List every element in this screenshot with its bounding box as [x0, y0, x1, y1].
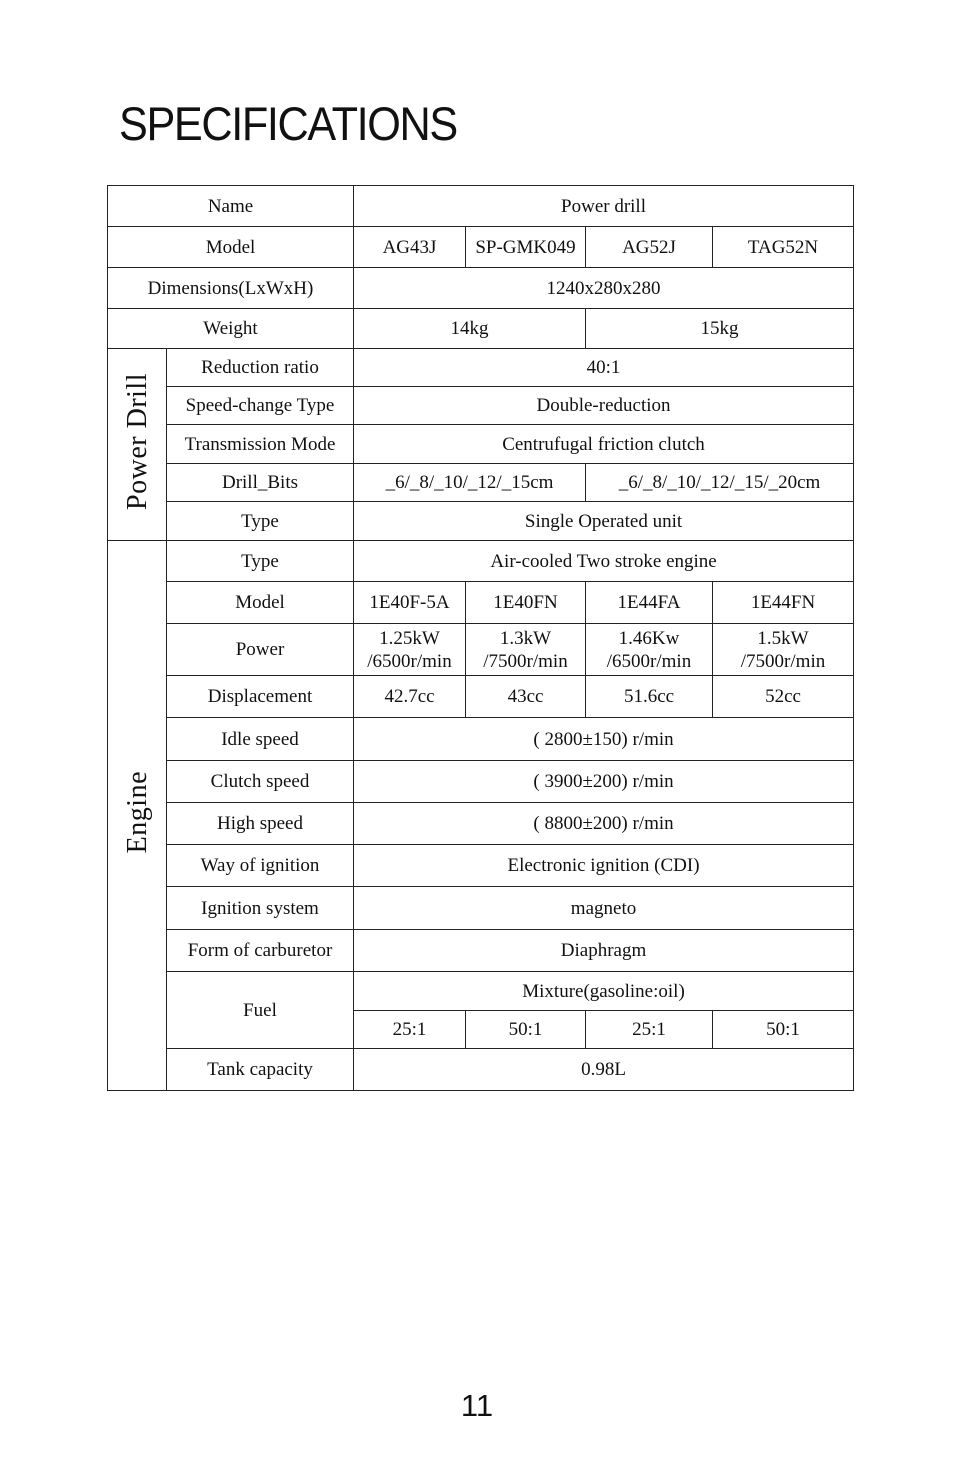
- row-label: Clutch speed: [167, 761, 354, 803]
- row-label: Speed-change Type: [167, 387, 354, 425]
- power-drill-group-cell: [108, 349, 167, 541]
- cell-value: 25:1: [354, 1011, 466, 1049]
- cell-value: [466, 624, 586, 676]
- row-label: Tank capacity: [167, 1049, 354, 1091]
- page-number: 11: [460, 1388, 494, 1423]
- engine-group-cell: [108, 541, 167, 1091]
- cell-value: _6/_8/_10/_12/_15/_20cm: [586, 464, 854, 502]
- row-label: Weight: [108, 309, 354, 349]
- cell-value: 1240x280x280: [354, 268, 854, 309]
- row-label: Type: [167, 502, 354, 541]
- cell-value: ( 2800±150) r/min: [354, 718, 854, 761]
- table-row: [108, 425, 854, 464]
- table-row: [108, 1049, 854, 1091]
- cell-value: 14kg: [354, 309, 586, 349]
- row-label: Dimensions(LxWxH): [108, 268, 354, 309]
- row-label: Idle speed: [167, 718, 354, 761]
- table-row: [108, 387, 854, 425]
- row-label: Type: [167, 541, 354, 582]
- cell-value: 52cc: [713, 676, 854, 718]
- row-label: Drill_Bits: [167, 464, 354, 502]
- table-row: [108, 676, 854, 718]
- power-value: 1.5kW: [757, 627, 809, 649]
- cell-value: 1E40FN: [466, 582, 586, 624]
- specifications-table: [107, 185, 854, 1091]
- table-row: [108, 582, 854, 624]
- cell-value: 15kg: [586, 309, 854, 349]
- cell-value: AG52J: [586, 227, 713, 268]
- row-label: Name: [108, 186, 354, 227]
- power-rpm: /6500r/min: [367, 650, 452, 672]
- cell-value: ( 3900±200) r/min: [354, 761, 854, 803]
- table-row: [108, 309, 854, 349]
- row-label: Model: [108, 227, 354, 268]
- cell-value: _6/_8/_10/_12/_15cm: [354, 464, 586, 502]
- table-row: [108, 887, 854, 930]
- row-label: Power: [167, 624, 354, 676]
- cell-value: 43cc: [466, 676, 586, 718]
- table-row: [108, 624, 854, 676]
- cell-value: TAG52N: [713, 227, 854, 268]
- power-value: 1.3kW: [499, 627, 552, 649]
- row-label: Model: [167, 582, 354, 624]
- cell-value: SP-GMK049: [466, 227, 586, 268]
- power-rpm: /6500r/min: [606, 650, 692, 672]
- table-row: [108, 718, 854, 761]
- row-label: Ignition system: [167, 887, 354, 930]
- cell-value: 42.7cc: [354, 676, 466, 718]
- table-row: [108, 186, 854, 227]
- cell-value: [713, 624, 854, 676]
- cell-value: [354, 624, 466, 676]
- power-rpm: /7500r/min: [740, 650, 826, 672]
- table-row: [108, 972, 854, 1011]
- cell-value: Double-reduction: [354, 387, 854, 425]
- row-label: Form of carburetor: [167, 930, 354, 972]
- row-label: Way of ignition: [167, 845, 354, 887]
- cell-value: 51.6cc: [586, 676, 713, 718]
- cell-value: 0.98L: [354, 1049, 854, 1091]
- table-row: [108, 464, 854, 502]
- row-label: Transmission Mode: [167, 425, 354, 464]
- table-row: [108, 761, 854, 803]
- table-row: [108, 803, 854, 845]
- cell-value: [586, 624, 713, 676]
- table-row: [108, 845, 854, 887]
- cell-value: 40:1: [354, 349, 854, 387]
- cell-value: 1E44FN: [713, 582, 854, 624]
- row-label: Fuel: [167, 972, 354, 1049]
- page-title: SPECIFICATIONS: [119, 97, 457, 150]
- row-label: Displacement: [167, 676, 354, 718]
- cell-value: Air-cooled Two stroke engine: [354, 541, 854, 582]
- table-row: [108, 227, 854, 268]
- cell-value: 1E44FA: [586, 582, 713, 624]
- cell-value: ( 8800±200) r/min: [354, 803, 854, 845]
- cell-value: magneto: [354, 887, 854, 930]
- table-row: [108, 268, 854, 309]
- cell-value: 25:1: [586, 1011, 713, 1049]
- power-value: 1.46Kw: [618, 627, 680, 649]
- cell-value: Power drill: [354, 186, 854, 227]
- table-row: [108, 930, 854, 972]
- cell-value: Diaphragm: [354, 930, 854, 972]
- cell-value: Centrufugal friction clutch: [354, 425, 854, 464]
- table-row: [108, 541, 854, 582]
- table-row: [108, 349, 854, 387]
- cell-value: Mixture(gasoline:oil): [354, 972, 854, 1011]
- power-rpm: /7500r/min: [483, 650, 568, 672]
- cell-value: 1E40F-5A: [354, 582, 466, 624]
- table-row: [108, 502, 854, 541]
- group-label-power-drill: Power Drill: [121, 373, 153, 510]
- group-label-engine: Engine: [121, 771, 153, 854]
- cell-value: Electronic ignition (CDI): [354, 845, 854, 887]
- row-label: High speed: [167, 803, 354, 845]
- cell-value: Single Operated unit: [354, 502, 854, 541]
- power-value: 1.25kW: [379, 627, 440, 649]
- row-label: Reduction ratio: [167, 349, 354, 387]
- cell-value: 50:1: [466, 1011, 586, 1049]
- cell-value: 50:1: [713, 1011, 854, 1049]
- cell-value: AG43J: [354, 227, 466, 268]
